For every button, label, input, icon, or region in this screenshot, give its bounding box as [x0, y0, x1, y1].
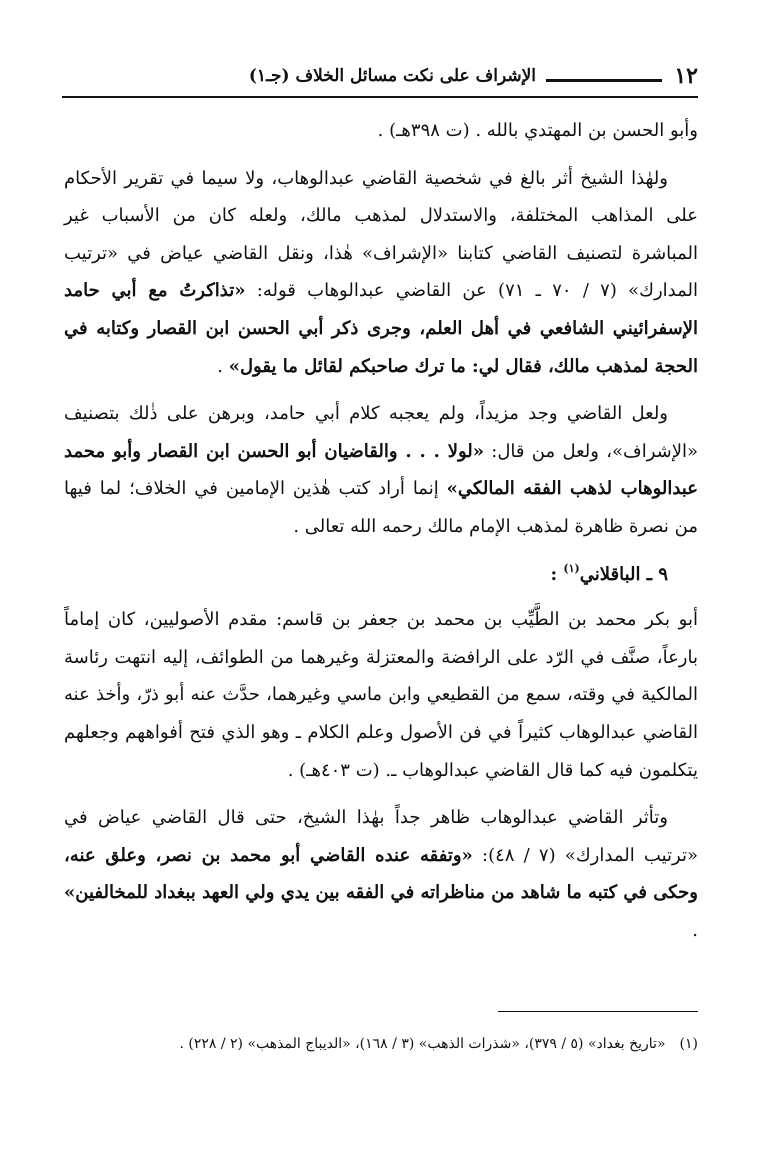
paragraph-5 [64, 799, 698, 949]
footnote-number: (١) [679, 1036, 698, 1052]
main-text [64, 112, 698, 959]
paragraph-3 [64, 395, 698, 545]
paragraph-2-text: ولهٰذا الشيخ أثر بالغ في شخصية القاضي عبدالوهاب، ولا سيما في تقرير الأحكام على المذاهب المختلفة، والاستدلال لمذهب مالك، ولعله كان من الأسباب غير المباشرة لتصنيف القاضي كتابنا «الإشراف» هٰذا، ونقل القاضي عياض في «ترتيب المدارك» (٧ / ٧٠ ـ ٧١) عن القاضي عبدالوهاب قوله: [64, 167, 698, 302]
paragraph-2 [64, 160, 698, 386]
header-ornament-rule [546, 79, 662, 82]
page-number: ١٢ [674, 63, 698, 89]
paragraph-3-quote: «لولا . . . والقاضيان أبو الحسن ابن القصار وأبو محمد عبدالوهاب لذهب الفقه المالكي» [64, 440, 698, 500]
paragraph-4: أبو بكر محمد بن الطَّيِّب بن محمد بن جعفر بن قاسم: مقدم الأصوليين، كان إماماً بارعاً، صنَّف في الرّد على الرافضة والمعتزلة وغيرهما من الطوائف، إليه انتهت رئاسة المالكية في وقته، سمع من القطيعي وابن ماسي وغيرهما، حدَّث عنه أبو ذرّ، وأخذ عنه القاضي عبدالوهاب كثيراً في فن الأصول وعلم الكلام ـ وهو الذي فتح أفواههم وجعلهم يتكلمون فيه كما قال القاضي عبدالوهاب ـ. (ت ٤٠٣هـ) . [64, 609, 698, 781]
paragraph-2-end: . [217, 355, 229, 377]
footnote-divider [498, 1011, 698, 1012]
section-heading-colon: : [550, 563, 564, 585]
paragraph-5-end: . [692, 919, 698, 941]
paragraph-3-rest: إنما أراد كتب هٰذين الإمامين في الخلاف؛ لما فيها من نصرة ظاهرة لمذهب الإمام مالك رحمه الله تعالى . [64, 478, 698, 537]
paragraph-2-quote: «تذاكرتُ مع أبي حامد الإسفرائيني الشافعي في أهل العلم، وجرى ذكر أبي الحسن ابن القصار وكتابه في الحجة لمذهب مالك، فقال لي: ما ترك صاحبكم لقائل ما يقول» [64, 280, 698, 377]
paragraph-3-text: ولعل القاضي وجد مزيداً، ولم يعجبه كلام أبي حامد، وبرهن على ذٰلك بتصنيف «الإشراف»، ولعل من قال: [64, 403, 698, 462]
footnote-reference[interactable]: (١) [563, 561, 580, 575]
section-heading-text: ٩ ـ الباقلاني [579, 563, 668, 585]
section-heading [64, 556, 698, 594]
header-divider [62, 96, 698, 98]
paragraph-1: وأبو الحسن بن المهتدي بالله . (ت ٣٩٨هـ) . [377, 120, 698, 141]
page-header [62, 62, 698, 94]
running-title: الإشراف على نكت مسائل الخلاف (جـ١) [248, 66, 536, 86]
footnote [62, 1032, 698, 1056]
footnote-text: «تاريخ بغداد» (٥ / ٣٧٩)، «شذرات الذهب» (٣ / ١٦٨)، «الديباج المذهب» (٢ / ٢٢٨) . [179, 1036, 666, 1052]
paragraph-5-text: وتأثر القاضي عبدالوهاب ظاهر جداً بهٰذا الشيخ، حتى قال القاضي عياض في «ترتيب المدارك» (٧ / ٤٨): [64, 807, 698, 866]
paragraph-5-quote: «وتفقه عنده القاضي أبو محمد بن نصر، وعلق عنه، وحكى في كتبه ما شاهد من مناظراته في الفقه بين يدي ولي العهد ببغداد للمخالفين» [64, 844, 698, 904]
